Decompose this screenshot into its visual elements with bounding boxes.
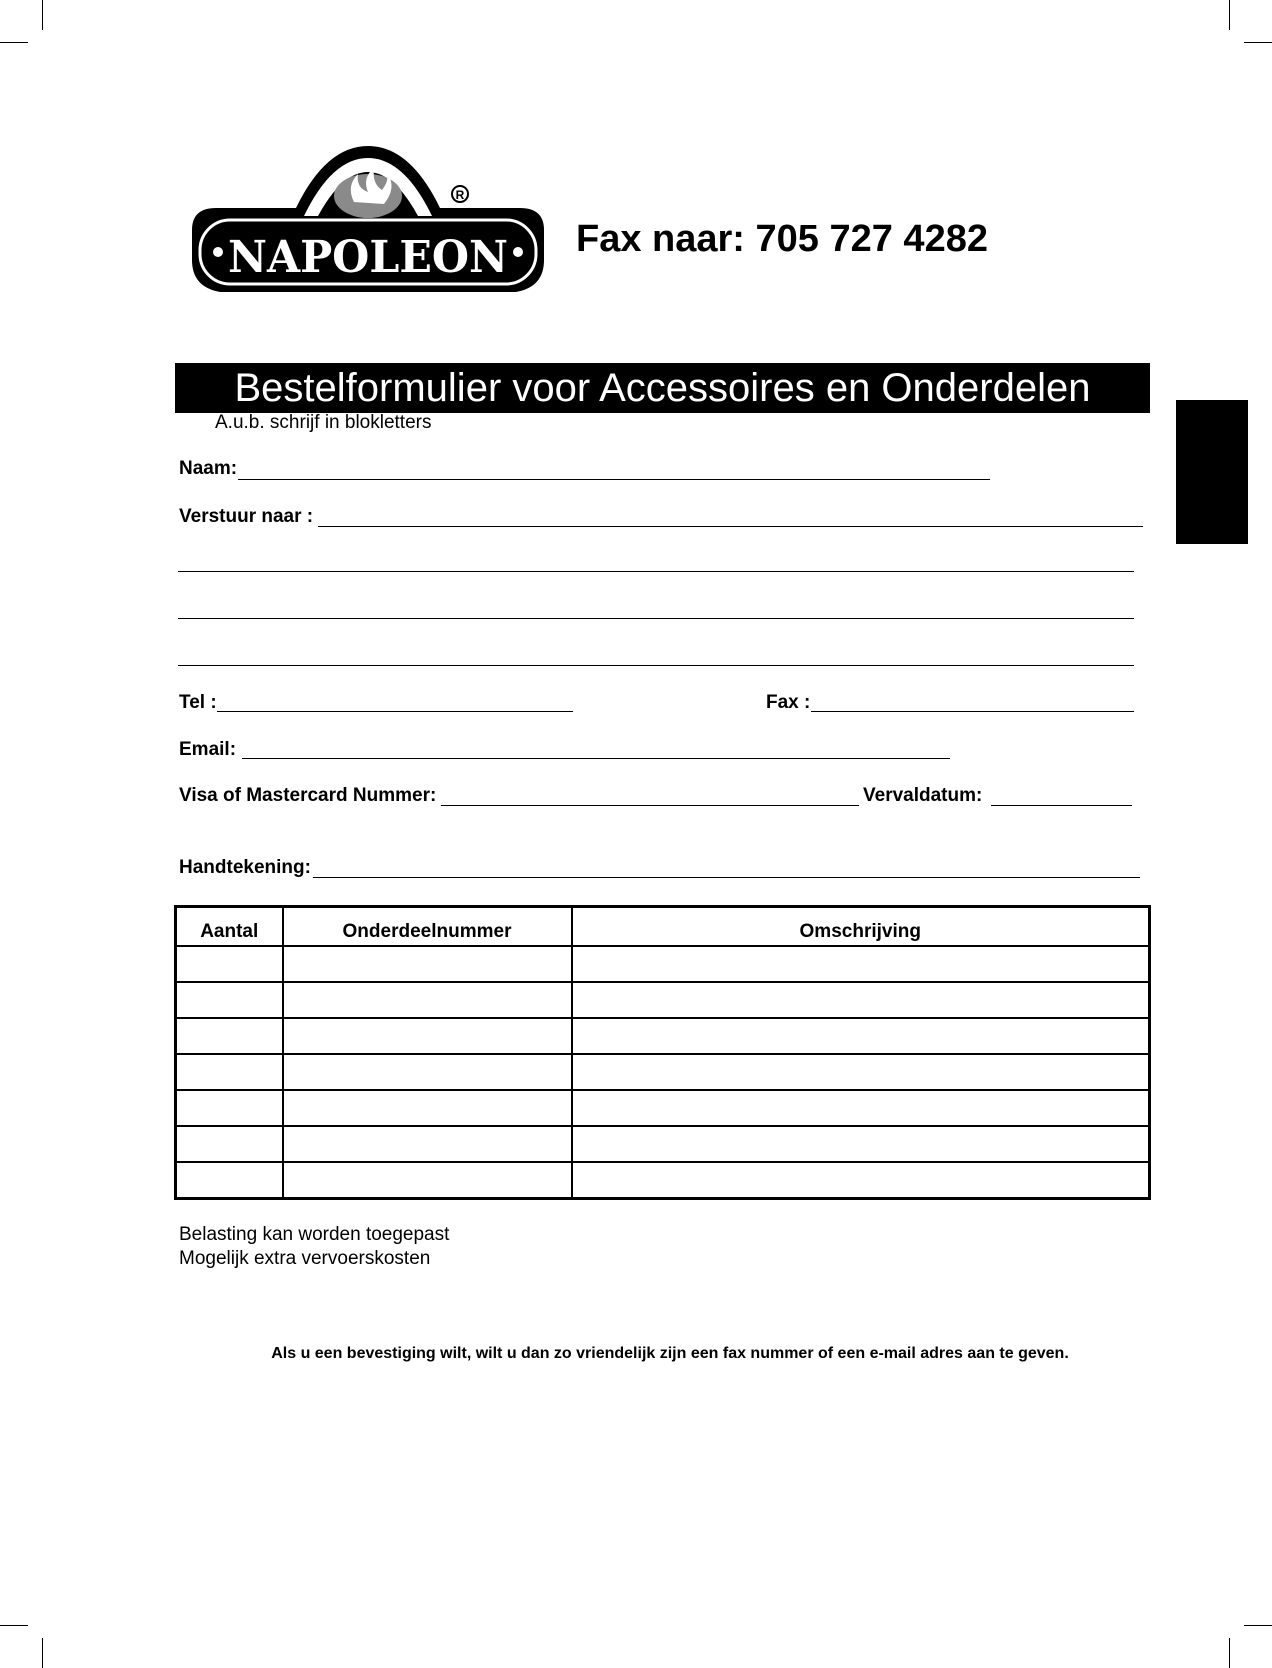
crop-mark: [1244, 42, 1272, 43]
email-field[interactable]: [242, 758, 950, 759]
table-header-row: [176, 907, 1150, 947]
svg-text:NAPOLEON: NAPOLEON: [228, 232, 508, 283]
naam-label: Naam:: [179, 458, 238, 479]
signature-field[interactable]: [313, 877, 1140, 878]
address-field[interactable]: [178, 571, 1134, 572]
aantal-cell[interactable]: [176, 946, 283, 982]
aantal-cell[interactable]: [176, 1090, 283, 1126]
omschrijving-cell[interactable]: [572, 1090, 1150, 1126]
fax-label: Fax :: [766, 692, 811, 713]
omschrijving-cell[interactable]: [572, 1054, 1150, 1090]
side-tab: [1176, 400, 1248, 544]
crop-mark: [1229, 0, 1230, 30]
shipping-note: Mogelijk extra vervoerskosten: [179, 1248, 431, 1269]
tel-field[interactable]: [217, 711, 573, 712]
omschrijving-cell[interactable]: [572, 1018, 1150, 1054]
verstuur-naar-label: Verstuur naar :: [179, 506, 314, 527]
address-field[interactable]: [318, 526, 1143, 527]
onderdeelnummer-cell[interactable]: [283, 1018, 572, 1054]
onderdeelnummer-cell[interactable]: [283, 946, 572, 982]
parts-table: [174, 905, 1151, 1200]
fax-heading: Fax naar: 705 727 4282: [576, 218, 988, 260]
table-row: [176, 1126, 1150, 1162]
onderdeelnummer-cell[interactable]: [283, 1090, 572, 1126]
aantal-cell[interactable]: [176, 1054, 283, 1090]
email-label: Email:: [179, 739, 237, 760]
onderdeelnummer-cell[interactable]: [283, 1126, 572, 1162]
omschrijving-cell[interactable]: [572, 1126, 1150, 1162]
napoleon-logo: [186, 142, 551, 298]
table-row: [176, 1018, 1150, 1054]
aantal-cell[interactable]: [176, 1162, 283, 1199]
svg-text:R: R: [455, 188, 465, 202]
signature-label: Handtekening:: [179, 857, 311, 878]
table-row: [176, 982, 1150, 1018]
aantal-cell[interactable]: [176, 982, 283, 1018]
crop-mark: [42, 0, 43, 30]
omschrijving-cell[interactable]: [572, 1162, 1150, 1199]
crop-mark: [1244, 1625, 1272, 1626]
form-title: Bestelformulier voor Accessoires en Onderdelen: [175, 363, 1150, 413]
card-number-field[interactable]: [441, 805, 859, 806]
crop-mark: [1229, 1638, 1230, 1668]
aantal-cell[interactable]: [176, 1126, 283, 1162]
table-row: [176, 946, 1150, 982]
expiry-field[interactable]: [991, 805, 1132, 806]
onderdeelnummer-cell[interactable]: [283, 1162, 572, 1199]
card-number-label: Visa of Mastercard Nummer:: [179, 785, 437, 806]
table-row: [176, 1054, 1150, 1090]
table-row: [176, 1090, 1150, 1126]
header-onderdeelnummer: Onderdeelnummer: [283, 907, 572, 947]
tax-note: Belasting kan worden toegepast: [179, 1224, 450, 1245]
onderdeelnummer-cell[interactable]: [283, 982, 572, 1018]
omschrijving-cell[interactable]: [572, 982, 1150, 1018]
fax-field[interactable]: [811, 711, 1134, 712]
header-omschrijving: Omschrijving: [572, 907, 1150, 947]
header-aantal: Aantal: [176, 907, 283, 947]
expiry-label: Vervaldatum:: [863, 785, 983, 806]
onderdeelnummer-cell[interactable]: [283, 1054, 572, 1090]
table-row: [176, 1162, 1150, 1199]
tel-label: Tel :: [179, 692, 217, 713]
crop-mark: [0, 1625, 28, 1626]
crop-mark: [42, 1638, 43, 1668]
address-field[interactable]: [178, 618, 1134, 619]
aantal-cell[interactable]: [176, 1018, 283, 1054]
address-field[interactable]: [178, 665, 1134, 666]
form-instruction: A.u.b. schrijf in blokletters: [215, 412, 432, 433]
crop-mark: [0, 42, 28, 43]
naam-field[interactable]: [238, 479, 990, 480]
confirmation-note: Als u een bevestiging wilt, wilt u dan zo vriendelijk zijn een fax nummer of een e-mail adres aan te geven.: [271, 1345, 1069, 1362]
omschrijving-cell[interactable]: [572, 946, 1150, 982]
